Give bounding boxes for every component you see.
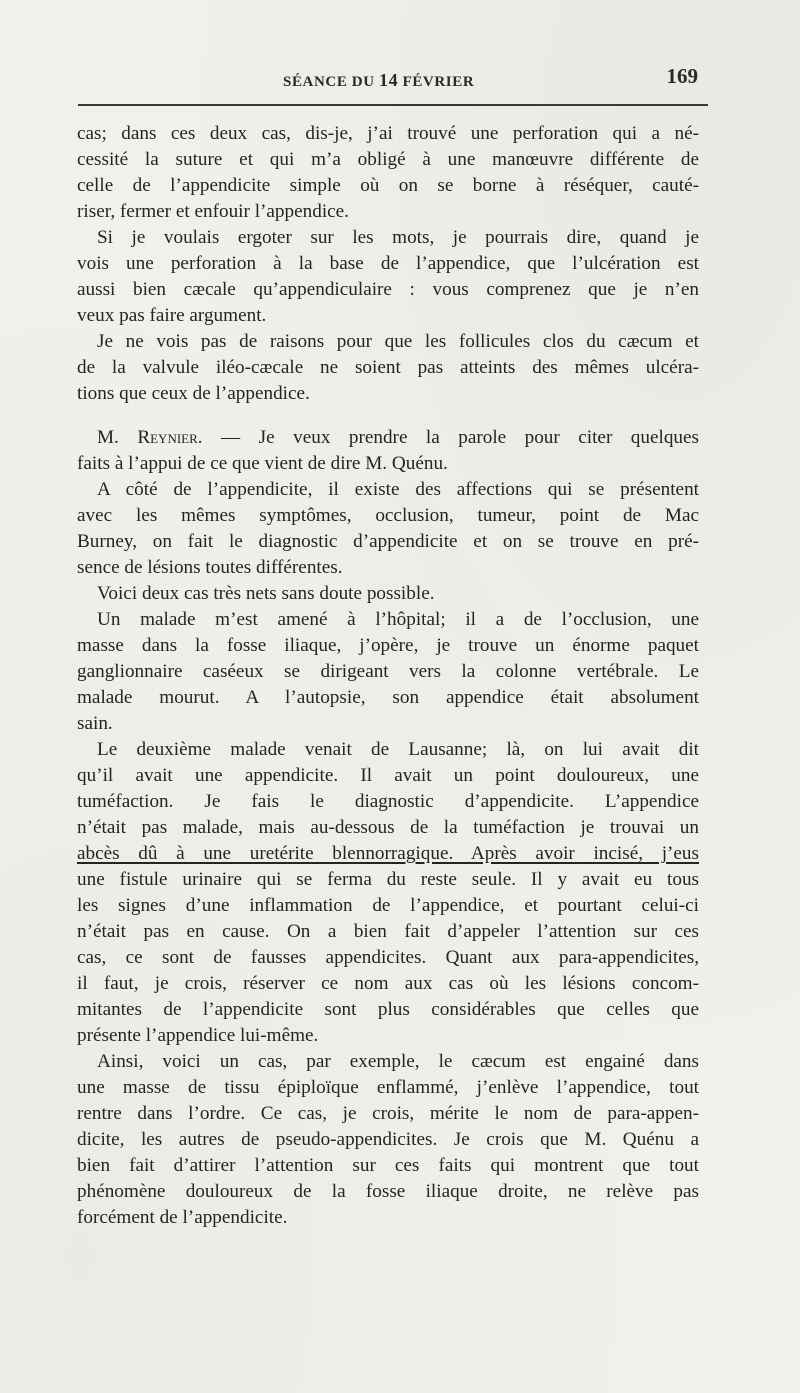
text-line: sain. [77,713,113,734]
text-line: Ainsi, voici un cas, par exemple, le cæcum est engainé dans [97,1051,699,1072]
page-body [77,121,699,1231]
header-title [283,70,474,91]
text-line: tions que ceux de l’appendice. [77,383,310,404]
text-line: faits à l’appui de ce que vient de dire M. Quénu. [77,453,448,474]
text-line: vois une perforation à la base de l’appendice, que l’ulcération est [77,253,699,274]
text-line: il faut, je crois, réserver ce nom aux cas où les lésions concom- [77,973,699,994]
text-line-underlined: abcès dû à une uretérite blennorragique. Après avoir incisé, j’eus [77,843,699,864]
running-header [78,62,698,92]
text-line: celle de l’appendicite simple où on se borne à réséquer, cauté- [77,175,699,196]
text-line: sence de lésions toutes différentes. [77,557,343,578]
speaker-line [77,425,699,451]
page-number: 169 [666,64,698,88]
text-line: masse dans la fosse iliaque, j’opère, je trouve un énorme paquet [77,635,699,656]
text-line: malade mourut. A l’autopsie, son appendice était absolument [77,687,699,708]
header-title-suffix: FÉVRIER [398,74,475,90]
text-line: forcément de l’appendicite. [77,1207,288,1228]
text-line: veux pas faire argument. [77,305,267,326]
text-line: rentre dans l’ordre. Ce cas, je crois, mérite le nom de para-appen- [77,1103,699,1124]
text-line: Je ne vois pas de raisons pour que les follicules clos du cæcum et [97,331,699,352]
text-line: une masse de tissu épiploïque enflammé, j’enlève l’appendice, tout [77,1077,699,1098]
text-line: de la valvule iléo-cæcale ne soient pas atteints des mêmes ulcéra- [77,357,699,378]
text-line: cessité la suture et qui m’a obligé à une manœuvre différente de [77,149,699,170]
text-line: Si je voulais ergoter sur les mots, je pourrais dire, quand je [97,227,699,248]
text-line: aussi bien cæcale qu’appendiculaire : vous comprenez que je n’en [77,279,699,300]
header-title-prefix: SÉANCE DU [283,74,380,90]
text-line: une fistule urinaire qui se ferma du reste seule. Il y avait eu tous [77,869,699,890]
text-line: Voici deux cas très nets sans doute possible. [97,583,435,604]
text-line: dicite, les autres de pseudo-appendicites. Je crois que M. Quénu a [77,1129,699,1150]
text-line: Un malade m’est amené à l’hôpital; il a de l’occlusion, une [97,609,699,630]
text-line: bien fait d’attirer l’attention sur ces faits qui montrent que tout [77,1155,699,1176]
text-line: avec les mêmes symptômes, occlusion, tumeur, point de Mac [77,505,699,526]
text-line: A côté de l’appendicite, il existe des affections qui se présentent [97,479,699,500]
text-line: cas, ce sont de fausses appendicites. Quant aux para-appendicites, [77,947,699,968]
speaker-name: M. Reynier. [97,427,203,448]
header-title-day: 14 [379,70,399,90]
text-line: n’était pas en cause. On a bien fait d’appeler l’attention sur ces [77,921,699,942]
text-line: les signes d’une inflammation de l’appendice, et pourtant celui-ci [77,895,699,916]
text-line: cas; dans ces deux cas, dis-je, j’ai trouvé une perforation qui a né- [77,123,699,144]
text-line: ganglionnaire caséeux se dirigeant vers la colonne vertébrale. Le [77,661,699,682]
header-rule [78,104,708,106]
text-line: Le deuxième malade venait de Lausanne; là, on lui avait dit [97,739,699,760]
text-line: tuméfaction. Je fais le diagnostic d’appendicite. L’appendice [77,791,699,812]
text-line: mitantes de l’appendicite sont plus considérables que celles que [77,999,699,1020]
text-line: riser, fermer et enfouir l’appendice. [77,201,349,222]
text-line: présente l’appendice lui-même. [77,1025,319,1046]
speaker-text: — Je veux prendre la parole pour citer quelques [202,427,699,448]
text-line: qu’il avait une appendicite. Il avait un point douloureux, une [77,765,699,786]
text-line: phénomène douloureux de la fosse iliaque droite, ne relève pas [77,1181,699,1202]
text-line: n’était pas malade, mais au-dessous de la tuméfaction je trouvai un [77,817,699,838]
text-line: Burney, on fait le diagnostic d’appendicite et on se trouve en pré- [77,531,699,552]
